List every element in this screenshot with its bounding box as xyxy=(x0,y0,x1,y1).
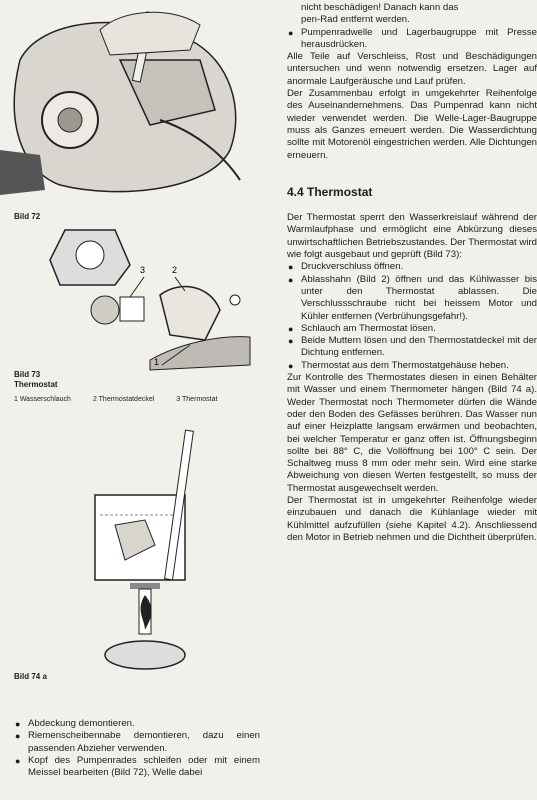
figure-73-legend xyxy=(14,396,217,403)
list-item: ● Druckverschluss öffnen. xyxy=(287,261,537,273)
left-bullet-list xyxy=(14,718,260,779)
figure-73 xyxy=(20,225,255,370)
list-item: ● Riemenscheibennabe demontieren, dazu einen passenden Abzieher verwenden. xyxy=(14,730,260,755)
callout-2: 2 xyxy=(172,265,178,275)
paragraph: Der Thermostat ist in umgekehrter Reihenfolge wieder einzubauen und danach die Kühlanlage wieder mit Kühlmittel aufzufüllen (siehe Kapitel 4.2). Anschliessend den Motor in Betrieb nehmen und die Dichtheit überprüfen. xyxy=(287,494,537,543)
figure-72 xyxy=(0,0,250,205)
list-item: ● Schlauch am Thermostat lösen. xyxy=(287,323,537,335)
list-item: ● Pumpenradwelle und Lagerbaugruppe mit Presse herausdrücken. xyxy=(287,27,537,52)
paragraph: Alle Teile auf Verschleiss, Rost und Beschädigungen untersuchen und wenn notwendig ersetzen. Lager auf anormale Laufgeräusche und Lauf prüfen. xyxy=(287,51,537,87)
figure-73-title: Thermostat xyxy=(14,380,58,389)
figure-73-caption xyxy=(14,370,58,390)
paragraph: Der Thermostat sperrt den Wasserkreislauf während der Warmlaufphase und ermöglicht eine Abkürzung dieses unwirtschaftlichen Betriebszustandes. Der Thermostat wird wie folgt ausgebaut und geprüft (Bild 73): xyxy=(287,212,537,261)
fragment-line: pen-Rad entfernt werden. xyxy=(301,14,410,26)
callout-1: 1 xyxy=(154,357,160,367)
figure-74a xyxy=(75,425,225,690)
legend-item: 1 Wasserschlauch xyxy=(14,396,71,403)
figure-73-label: Bild 73 xyxy=(14,370,41,379)
fragment-line: nicht beschädigen! Danach kann das xyxy=(301,2,459,13)
legend-item: 2 Thermostatdeckel xyxy=(92,396,155,403)
callout-3: 3 xyxy=(140,265,146,275)
right-column xyxy=(287,2,537,544)
section-heading: 4.4 Thermostat xyxy=(287,184,373,199)
list-item: ● Abdeckung demontieren. xyxy=(14,718,260,730)
list-item: ● Ablasshahn (Bild 2) öffnen und das Kühlwasser bis unter den Thermostat ablassen. Die Verschlussschraube nicht bei heissem Motor und Kühler entfernen (Verbrühungsgefahr!). xyxy=(287,274,537,323)
figure-74a-label: Bild 74 a xyxy=(14,672,47,681)
legend-item: 3 Thermostat xyxy=(176,396,218,403)
paragraph: Der Zusammenbau erfolgt in umgekehrter Reihenfolge des Auseinandernehmens. Das Pumpenrad kann nicht wieder verwendet werden. Die Welle-Lager-Baugruppe muss als Ganzes erneuert werden. Die Wasserdichtung sollte mit Motorenöl eingestrichen werden. Alle Dichtungen erneuern. xyxy=(287,88,537,161)
figure-72-label: Bild 72 xyxy=(14,212,41,221)
list-item: ● Beide Muttern lösen und den Thermostatdeckel mit der Dichtung entfernen. xyxy=(287,335,537,360)
list-item: ● Thermostat aus dem Thermostatgehäuse heben. xyxy=(287,360,537,372)
paragraph: Zur Kontrolle des Thermostates diesen in einen Behälter mit Wasser und einem Thermometer hängen (Bild 74 a). Weder Thermostat noch Thermometer dürfen die Wände oder den Boden des Gefässes berühren. Das Wasser nun auf einer Heizplatte langsam erwärmen und beobachten, bei welcher Temperatur er ganz offen ist. Öffnungsbeginn sollte bei 88° C, die Vollöffnung bei 100° C sein. Der Schaltweg muss 8 mm oder mehr sein. Wird eine starke Abweichung von diesen Werten festgestellt, so muss der Thermostat ausgewechselt werden. xyxy=(287,372,537,494)
list-item: ● Kopf des Pumpenrades schleifen oder mit einem Meissel bearbeiten (Bild 72), Welle dabei xyxy=(14,755,260,780)
